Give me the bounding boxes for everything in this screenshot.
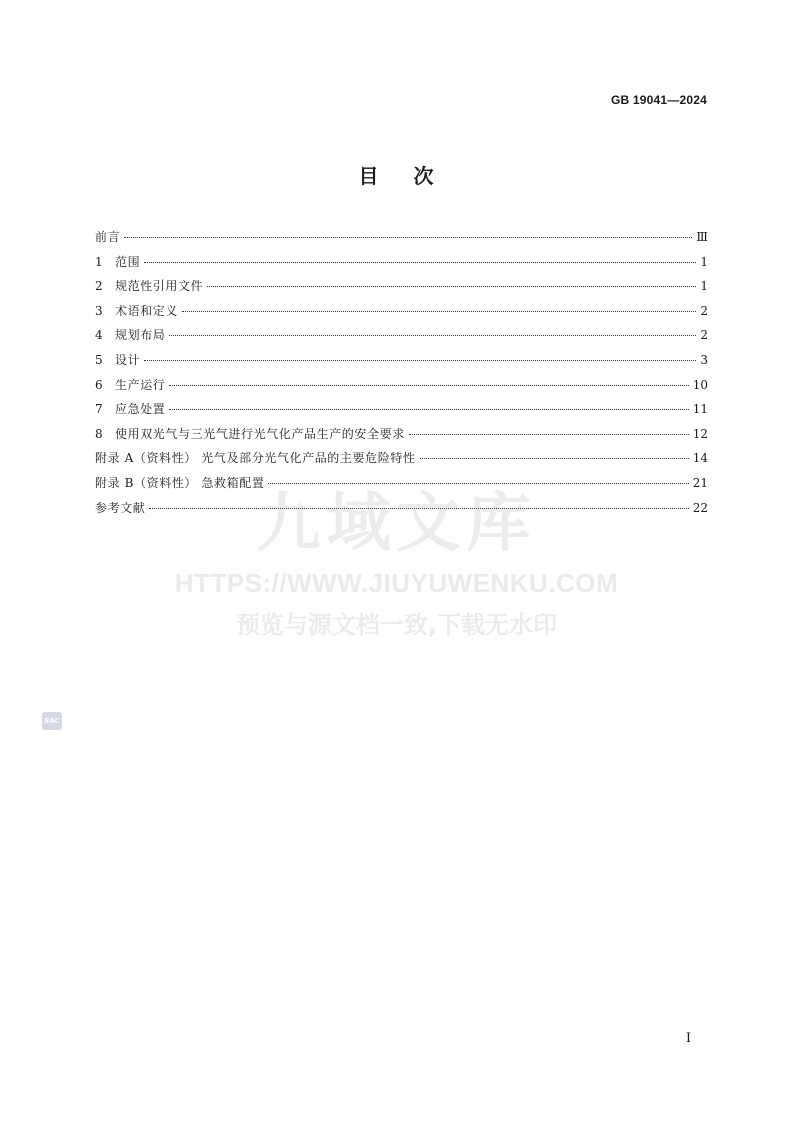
toc-entry-page: 11 xyxy=(692,402,708,417)
sac-logo-icon: SAC xyxy=(42,712,62,730)
watermark-url: HTTPS://WWW.JIUYUWENKU.COM xyxy=(174,568,619,598)
toc-entry-number: 8 xyxy=(95,426,104,441)
toc-leader-dots xyxy=(420,458,689,459)
standard-number: GB 19041—2024 xyxy=(611,93,707,107)
toc-entry-6[interactable] xyxy=(95,377,708,402)
toc-entry-label: 前言 xyxy=(95,230,121,244)
toc-leader-dots xyxy=(207,286,696,287)
toc-leader-dots xyxy=(268,483,688,484)
toc-leader-dots xyxy=(169,385,688,386)
toc-entry-7[interactable] xyxy=(95,401,708,426)
toc-entry-number: 2 xyxy=(95,279,104,294)
page-number: I xyxy=(685,1031,691,1046)
toc-entry-page: Ⅲ xyxy=(696,230,708,244)
toc-leader-dots xyxy=(149,508,688,509)
toc-leader-dots xyxy=(169,335,696,336)
toc-entry-number: 1 xyxy=(95,254,104,269)
toc-leader-dots xyxy=(409,434,689,435)
toc-entry-label: 应急处置 xyxy=(115,402,166,417)
toc-entry-number: 5 xyxy=(95,352,104,367)
toc-entry-label: 附录 B（资料性） 急救箱配置 xyxy=(95,475,265,490)
toc-leader-dots xyxy=(124,237,692,238)
toc-entry-label: 术语和定义 xyxy=(115,303,179,318)
toc-entry-page: 2 xyxy=(700,328,708,343)
toc-entry-label: 规范性引用文件 xyxy=(115,279,204,294)
watermark-subtitle: 预览与源文档一致,下载无水印 xyxy=(235,611,558,639)
toc-entry-page: 14 xyxy=(692,451,708,466)
toc-entry-page: 10 xyxy=(692,377,708,392)
toc-leader-dots xyxy=(144,262,696,263)
toc-entry-page: 22 xyxy=(692,500,708,515)
toc-entry-page: 1 xyxy=(700,254,708,269)
toc-entry-bibliography[interactable] xyxy=(95,500,708,525)
toc-entry-label: 使用双光气与三光气进行光气化产品生产的安全要求 xyxy=(115,426,405,441)
toc-entry-number: 3 xyxy=(95,303,104,318)
page-title-part2: 次 xyxy=(413,164,435,188)
toc-entry-page: 1 xyxy=(700,279,708,294)
toc-entry-label: 范围 xyxy=(115,254,141,269)
toc-entry-appendix-a[interactable] xyxy=(95,450,708,475)
toc-entry-page: 21 xyxy=(692,475,708,490)
toc-entry-label: 参考文献 xyxy=(95,500,146,515)
toc-entry-page: 12 xyxy=(692,426,708,441)
toc-leader-dots xyxy=(144,360,696,361)
toc-entry-2[interactable] xyxy=(95,278,708,303)
toc-entry-5[interactable] xyxy=(95,352,708,377)
toc-entry-page: 2 xyxy=(700,303,708,318)
page-title-part1: 目 xyxy=(358,164,380,188)
toc-entry-page: 3 xyxy=(700,352,708,367)
toc-entry-label: 设计 xyxy=(115,352,141,367)
table-of-contents xyxy=(95,229,708,524)
toc-entry-8[interactable] xyxy=(95,426,708,451)
toc-entry-number: 4 xyxy=(95,328,104,343)
toc-entry-appendix-b[interactable] xyxy=(95,475,708,500)
toc-entry-label: 附录 A（资料性） 光气及部分光气化产品的主要危险特性 xyxy=(95,451,416,466)
toc-entry-number: 7 xyxy=(95,402,104,417)
toc-entry-foreword[interactable] xyxy=(95,229,708,254)
toc-leader-dots xyxy=(182,311,696,312)
watermark-title: 九域文库 xyxy=(256,487,537,561)
page-title xyxy=(0,160,793,189)
toc-entry-4[interactable] xyxy=(95,327,708,352)
toc-entry-3[interactable] xyxy=(95,303,708,328)
toc-entry-label: 规划布局 xyxy=(115,328,166,343)
toc-entry-number: 6 xyxy=(95,377,104,392)
toc-entry-1[interactable] xyxy=(95,254,708,279)
toc-entry-label: 生产运行 xyxy=(115,377,166,392)
toc-leader-dots xyxy=(169,409,688,410)
